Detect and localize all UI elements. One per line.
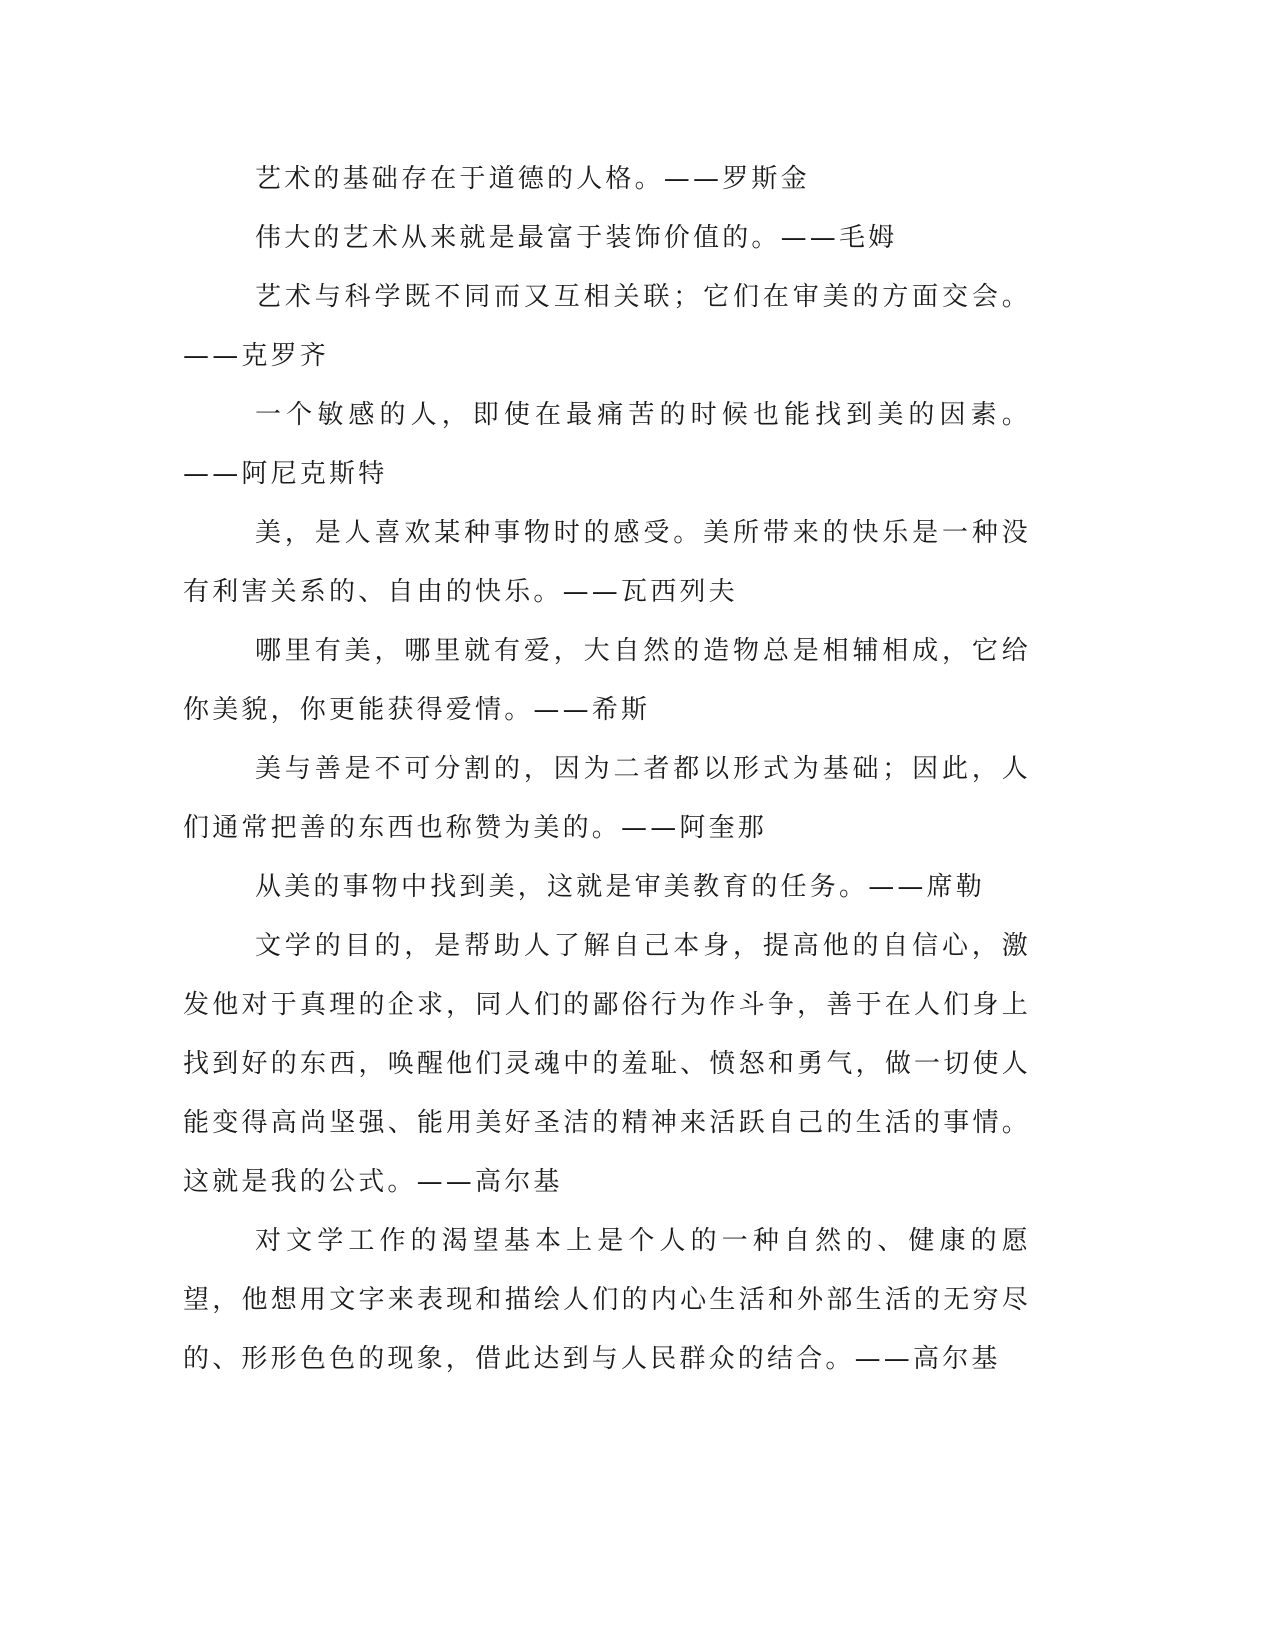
quote-paragraph: 哪里有美，哪里就有爱，大自然的造物总是相辅相成，它给你美貌，你更能获得爱情。——希斯 [183, 636, 1031, 725]
quote-paragraph: 艺术的基础存在于道德的人格。——罗斯金 [255, 164, 810, 194]
quote-paragraph: 美与善是不可分割的，因为二者都以形式为基础；因此，人们通常把善的东西也称赞为美的。——阿奎那 [183, 754, 1031, 843]
quote-paragraph: 艺术与科学既不同而又互相关联；它们在审美的方面交会。——克罗齐 [183, 282, 1031, 371]
quote-paragraph: 伟大的艺术从来就是最富于装饰价值的。——毛姆 [255, 223, 898, 253]
quote-paragraph: 美，是人喜欢某种事物时的感受。美所带来的快乐是一种没有利害关系的、自由的快乐。——瓦西列夫 [183, 518, 1031, 607]
document-body [183, 150, 1031, 1389]
quote-paragraph: 文学的目的，是帮助人了解自己本身，提高他的自信心，激发他对于真理的企求，同人们的鄙俗行为作斗争，善于在人们身上找到好的东西，唤醒他们灵魂中的羞耻、愤怒和勇气，做一切使人能变得高尚坚强、能用美好圣洁的精神来活跃自己的生活的事情。这就是我的公式。——高尔基 [183, 931, 1031, 1197]
quote-paragraph: 一个敏感的人，即使在最痛苦的时候也能找到美的因素。——阿尼克斯特 [183, 400, 1031, 489]
quote-paragraph: 对文学工作的渴望基本上是个人的一种自然的、健康的愿望，他想用文字来表现和描绘人们的内心生活和外部生活的无穷尽的、形形色色的现象，借此达到与人民群众的结合。——高尔基 [183, 1226, 1031, 1374]
quote-paragraph: 从美的事物中找到美，这就是审美教育的任务。——席勒 [255, 872, 986, 902]
